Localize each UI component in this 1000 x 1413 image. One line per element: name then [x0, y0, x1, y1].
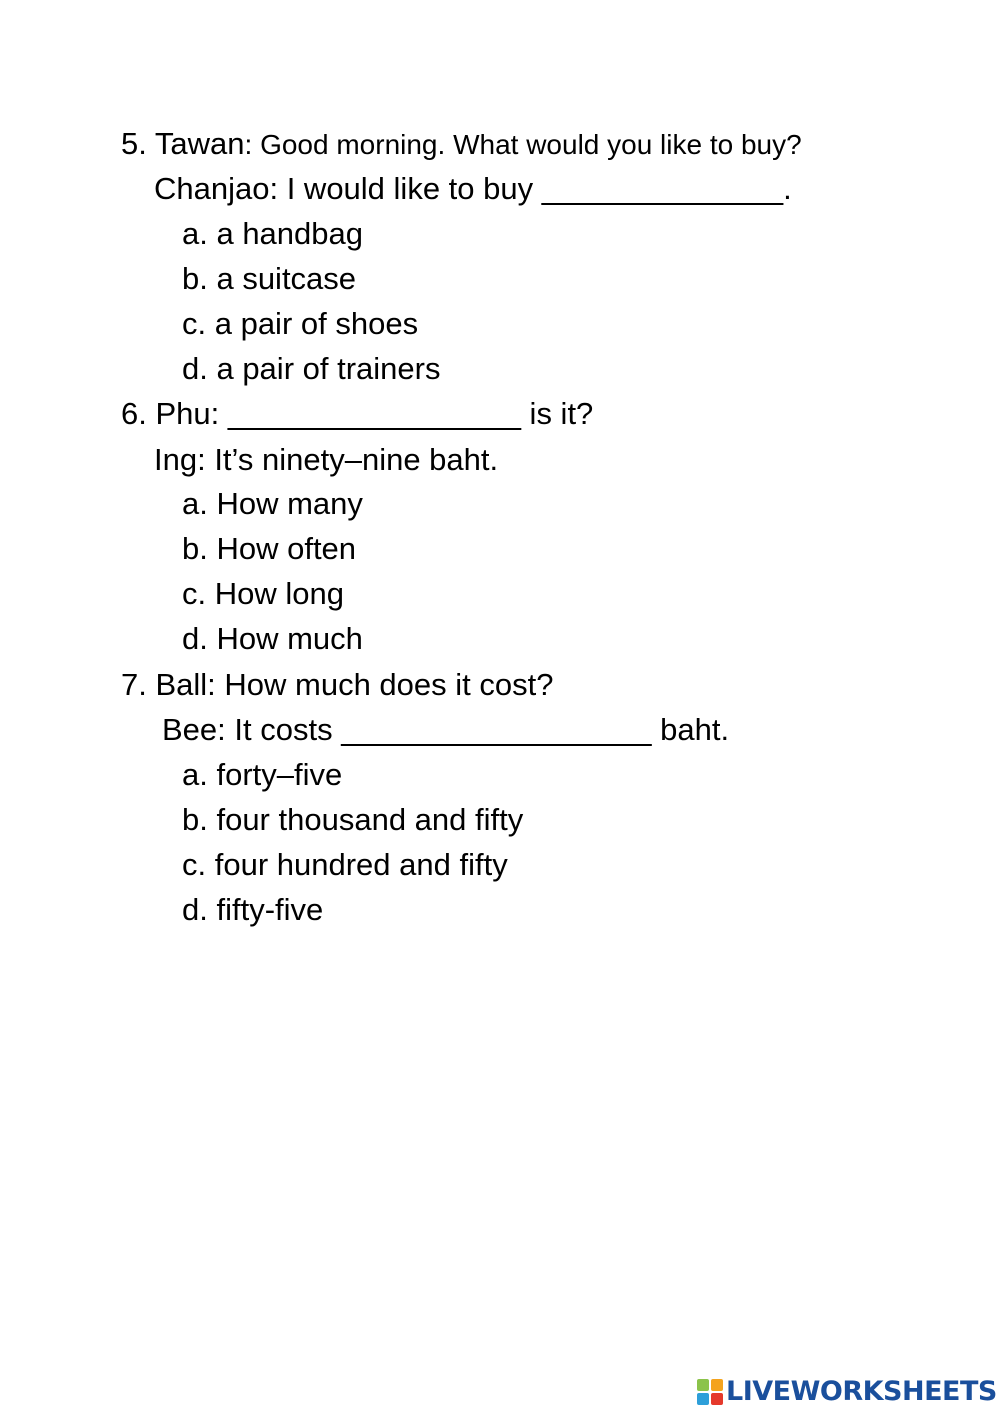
q5-response: Chanjao: I would like to buy ______________. [154, 171, 792, 206]
q7-response: Bee: It costs __________________ baht. [162, 712, 730, 747]
q5-prompt [121, 125, 802, 163]
q6-option-b[interactable]: b. How often [182, 531, 357, 566]
q5-option-c[interactable]: c. a pair of shoes [182, 306, 419, 341]
q5-option-a[interactable]: a. a handbag [182, 216, 364, 251]
q7-option-a[interactable]: a. forty–five [182, 757, 343, 792]
watermark-text: LIVEWORKSHEETS [726, 1376, 997, 1407]
q7-prompt: 7. Ball: How much does it cost? [121, 667, 554, 702]
q5-prompt-number: 5. Tawan [121, 126, 245, 161]
q7-option-b[interactable]: b. four thousand and fifty [182, 802, 524, 837]
q6-prompt: 6. Phu: _________________ is it? [121, 396, 594, 431]
liveworksheets-logo-icon [697, 1379, 723, 1405]
q6-option-c[interactable]: c. How long [182, 576, 344, 611]
q5-prompt-text: : Good morning. What would you like to buy? [244, 129, 802, 160]
q5-option-d[interactable]: d. a pair of trainers [182, 351, 441, 386]
q6-option-a[interactable]: a. How many [182, 486, 363, 521]
q6-response: Ing: It’s ninety–nine baht. [154, 442, 499, 477]
q5-option-b[interactable]: b. a suitcase [182, 261, 357, 296]
q6-option-d[interactable]: d. How much [182, 621, 363, 656]
liveworksheets-watermark [697, 1376, 997, 1408]
q7-option-d[interactable]: d. fifty-five [182, 892, 324, 927]
q7-option-c[interactable]: c. four hundred and fifty [182, 847, 508, 882]
